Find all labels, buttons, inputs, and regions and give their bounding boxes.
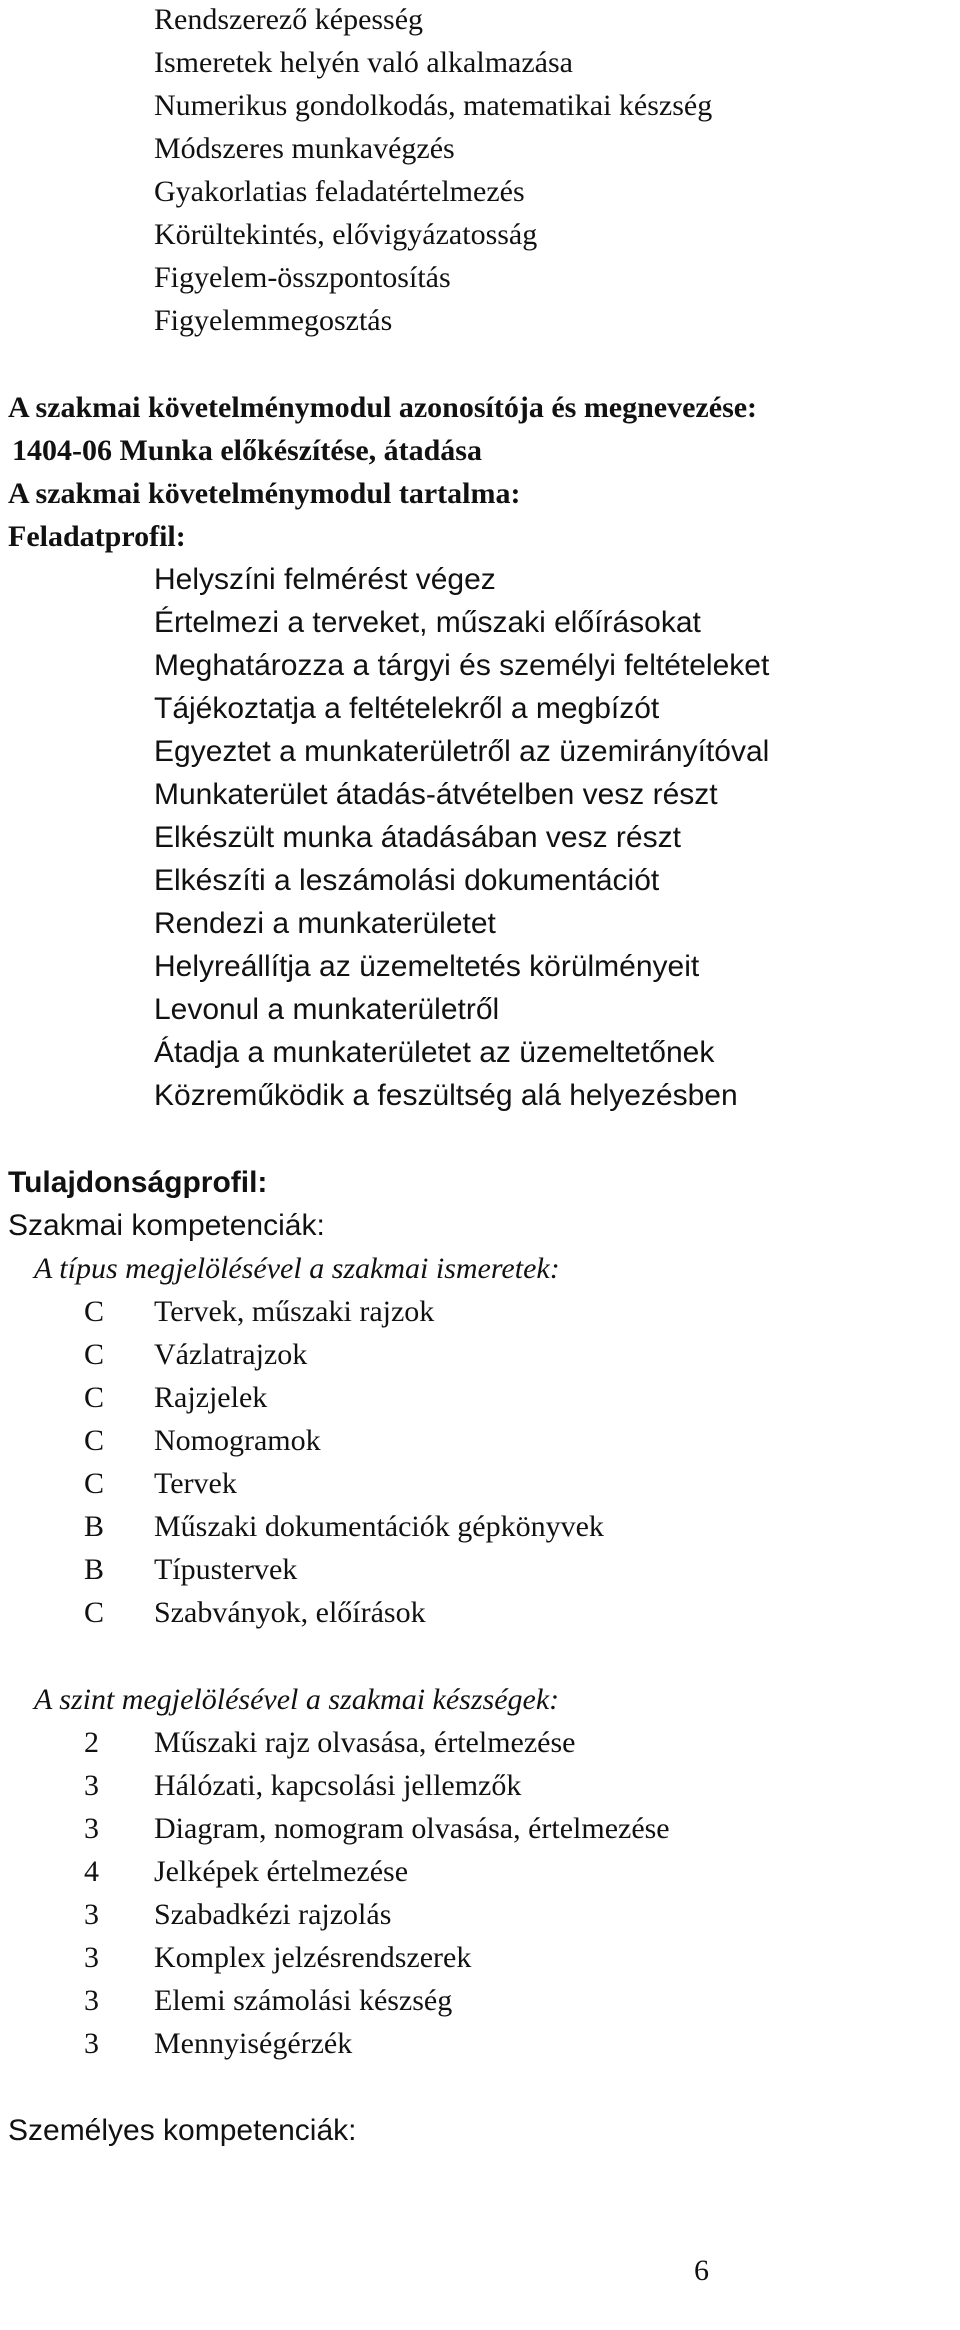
item-text: Diagram, nomogram olvasása, értelmezése (154, 1812, 670, 1845)
type-code: B (84, 1553, 105, 1586)
list-item (84, 1768, 884, 1804)
list-item (84, 2026, 884, 2062)
personal-competences-heading: Személyes kompetenciák: (8, 2114, 357, 2147)
list-item: Figyelemmegosztás (154, 304, 393, 337)
list-item: Numerikus gondolkodás, matematikai készség (154, 89, 713, 122)
list-item (84, 1854, 884, 1890)
level-number: 3 (84, 1941, 99, 1974)
knowledge-heading: A típus megjelölésével a szakmai ismeretek: (34, 1252, 560, 1285)
level-number: 3 (84, 1812, 99, 1845)
item-text: Elemi számolási készség (154, 1984, 453, 2017)
item-text: Nomogramok (154, 1424, 321, 1457)
item-text: Műszaki rajz olvasása, értelmezése (154, 1726, 576, 1759)
type-code: B (84, 1510, 105, 1543)
list-item (84, 1811, 884, 1847)
list-item: Értelmezi a terveket, műszaki előírásokat (154, 606, 701, 639)
list-item: Körültekintés, elővigyázatosság (154, 218, 538, 251)
list-item: Egyeztet a munkaterületről az üzemirányítóval (154, 735, 770, 768)
list-item: Ismeretek helyén való alkalmazása (154, 46, 573, 79)
list-item (84, 1423, 884, 1459)
list-item (84, 1466, 884, 1502)
property-profile-heading: Tulajdonságprofil: (8, 1166, 268, 1199)
module-id-heading: A szakmai követelménymodul azonosítója és megnevezése: (8, 391, 758, 424)
type-code: C (84, 1295, 105, 1328)
level-number: 3 (84, 1898, 99, 1931)
list-item (84, 1897, 884, 1933)
level-number: 2 (84, 1726, 99, 1759)
professional-competences-heading: Szakmai kompetenciák: (8, 1209, 325, 1242)
list-item: Átadja a munkaterületet az üzemeltetőnek (154, 1036, 715, 1069)
list-item: Tájékoztatja a feltételekről a megbízót (154, 692, 660, 725)
item-text: Műszaki dokumentációk gépkönyvek (154, 1510, 604, 1543)
list-item: Figyelem-összpontosítás (154, 261, 451, 294)
item-text: Tervek (154, 1467, 237, 1500)
item-text: Hálózati, kapcsolási jellemzők (154, 1769, 522, 1802)
list-item: Elkészíti a leszámolási dokumentációt (154, 864, 660, 897)
item-text: Rajzjelek (154, 1381, 268, 1414)
list-item (84, 1725, 884, 1761)
list-item: Módszeres munkavégzés (154, 132, 455, 165)
list-item: Rendszerező képesség (154, 3, 424, 36)
item-text: Komplex jelzésrendszerek (154, 1941, 472, 1974)
list-item (84, 1983, 884, 2019)
type-code: C (84, 1381, 105, 1414)
page-number: 6 (694, 2254, 709, 2287)
type-code: C (84, 1467, 105, 1500)
list-item (84, 1940, 884, 1976)
type-code: C (84, 1596, 105, 1629)
type-code: C (84, 1424, 105, 1457)
list-item: Közreműködik a feszültség alá helyezésben (154, 1079, 738, 1112)
level-number: 3 (84, 1769, 99, 1802)
list-item (84, 1552, 884, 1588)
list-item: Levonul a munkaterületről (154, 993, 500, 1026)
list-item: Gyakorlatias feladatértelmezés (154, 175, 525, 208)
list-item: Munkaterület átadás-átvételben vesz részt (154, 778, 718, 811)
list-item: Helyreállítja az üzemeltetés körülményeit (154, 950, 700, 983)
module-content-heading: A szakmai követelménymodul tartalma: (8, 477, 521, 510)
level-number: 3 (84, 2027, 99, 2060)
list-item (84, 1294, 884, 1330)
item-text: Szabványok, előírások (154, 1596, 426, 1629)
list-item (84, 1337, 884, 1373)
level-number: 4 (84, 1855, 99, 1888)
list-item: Rendezi a munkaterületet (154, 907, 496, 940)
item-text: Szabadkézi rajzolás (154, 1898, 392, 1931)
item-text: Tervek, műszaki rajzok (154, 1295, 435, 1328)
item-text: Típustervek (154, 1553, 298, 1586)
list-item (84, 1595, 884, 1631)
list-item (84, 1380, 884, 1416)
skills-heading: A szint megjelölésével a szakmai készségek: (34, 1683, 560, 1716)
level-number: 3 (84, 1984, 99, 2017)
item-text: Mennyiségérzék (154, 2027, 353, 2060)
type-code: C (84, 1338, 105, 1371)
module-id-name: 1404-06 Munka előkészítése, átadása (12, 434, 482, 467)
task-profile-heading: Feladatprofil: (8, 520, 186, 553)
item-text: Vázlatrajzok (154, 1338, 308, 1371)
item-text: Jelképek értelmezése (154, 1855, 409, 1888)
list-item: Elkészült munka átadásában vesz részt (154, 821, 681, 854)
list-item: Helyszíni felmérést végez (154, 563, 496, 596)
list-item (84, 1509, 884, 1545)
list-item: Meghatározza a tárgyi és személyi feltételeket (154, 649, 770, 682)
